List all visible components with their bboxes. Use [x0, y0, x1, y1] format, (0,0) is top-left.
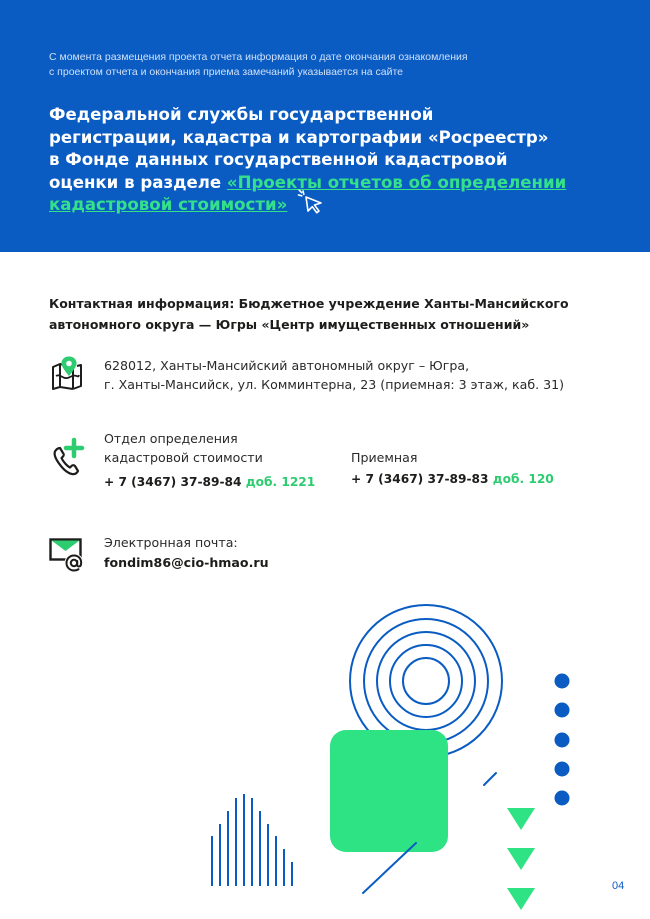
- cursor-click-icon: [297, 188, 327, 218]
- dept-label-line: кадастровой стоимости: [104, 450, 263, 465]
- banner-note-line: с проектом отчета и окончания приема замечаний указывается на сайте: [49, 66, 403, 78]
- reception-label: Приемная: [351, 450, 418, 465]
- dept-phone-ext: доб. 1221: [245, 475, 316, 489]
- reports-link[interactable]: «Проекты отчетов об определении: [226, 172, 567, 192]
- mail-at-icon: [49, 537, 89, 575]
- contacts-heading-line: автономного округа — Югры «Центр имущественных отношений»: [49, 316, 530, 332]
- phone-add-icon: [49, 437, 89, 477]
- banner-title-line: Федеральной службы государственной: [49, 105, 434, 124]
- contacts-heading-line: Контактная информация: Бюджетное учреждение Ханты-Мансийского: [49, 296, 569, 311]
- dept-label-line: Отдел определения: [104, 431, 238, 446]
- green-triangles: [507, 808, 535, 910]
- banner-title: [49, 104, 609, 217]
- contacts-heading: [49, 294, 609, 335]
- dept-phone-number: + 7 (3467) 37-89-84: [104, 475, 242, 489]
- reception-phone[interactable]: [351, 472, 554, 486]
- decorative-graphics: [0, 580, 650, 919]
- banner-note-line: С момента размещения проекта отчета информация о дате окончания ознакомления: [49, 51, 468, 63]
- map-pin-icon: [49, 355, 85, 391]
- email-link[interactable]: fondim86@cio-hmao.ru: [104, 555, 269, 570]
- page-number: 04: [612, 880, 625, 892]
- banner-title-prefix: оценки в разделе: [49, 172, 227, 192]
- blue-dots: [555, 674, 570, 806]
- reception-phone-ext: доб. 120: [492, 472, 554, 486]
- banner-note: [49, 50, 569, 80]
- vertical-bars: [212, 794, 292, 886]
- banner-title-line: в Фонде данных государственной кадастровой: [49, 150, 508, 169]
- dept-phone[interactable]: [104, 475, 315, 489]
- banner-title-line: [49, 194, 609, 217]
- green-square: [330, 730, 448, 852]
- banner-title-line: [49, 172, 609, 195]
- email-label: Электронная почта:: [104, 535, 238, 550]
- address-line: 628012, Ханты-Мансийский автономный округ – Югра,: [104, 358, 470, 373]
- reports-link-continued[interactable]: кадастровой стоимости»: [49, 195, 288, 214]
- reception-phone-number: + 7 (3467) 37-89-83: [351, 472, 489, 486]
- info-banner: [0, 0, 650, 252]
- address-line: г. Ханты-Мансийск, ул. Комминтерна, 23 (приемная: 3 этаж, каб. 31): [104, 377, 565, 392]
- banner-title-line: регистрации, кадастра и картографии «Росреестр»: [49, 127, 549, 147]
